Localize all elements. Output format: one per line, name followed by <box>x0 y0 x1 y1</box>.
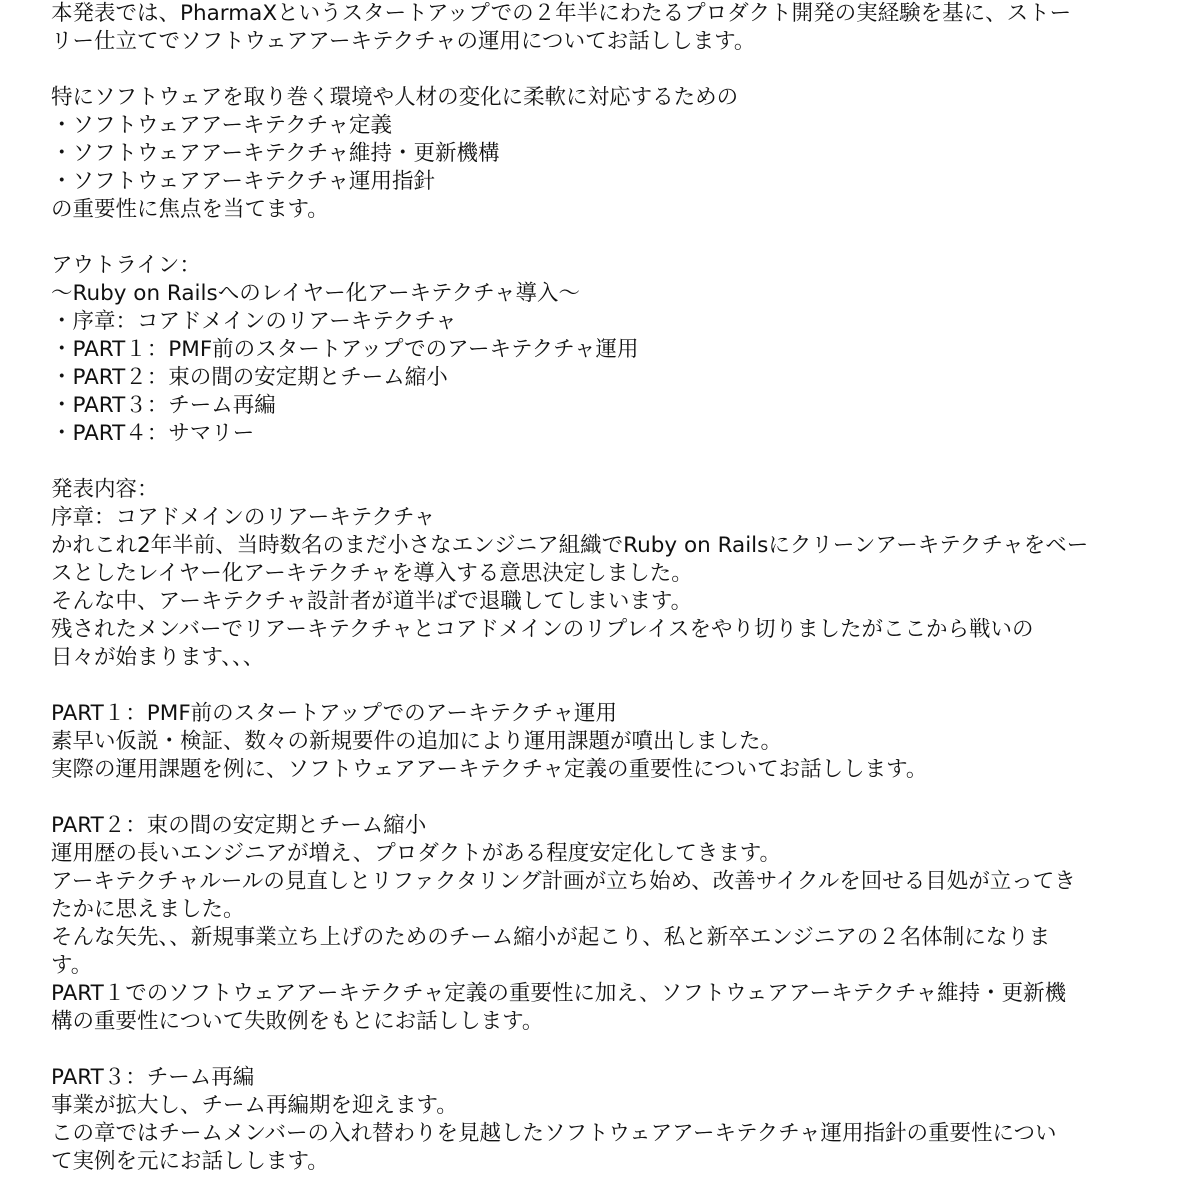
text-line: 素早い仮説・検証、数々の新規要件の追加により運用課題が噴出しました。 <box>51 729 783 754</box>
text-line: この章ではチームメンバーの入れ替わりを見越したソフトウェアアーキテクチャ運用指針の重要性につい <box>51 1121 1057 1146</box>
text-line: そんな中、アーキテクチャ設計者が道半ばで退職してしまいます。 <box>51 589 693 614</box>
text-line: 発表内容： <box>51 477 159 502</box>
text-line: ・序章：コアドメインのリアーキテクチャ <box>51 309 457 334</box>
text-line: ・PART１：PMF前のスタートアップでのアーキテクチャ運用 <box>51 337 639 362</box>
text-line: て実例を元にお話しします。 <box>51 1149 329 1174</box>
text-line: ・ソフトウェアアーキテクチャ定義 <box>51 113 392 138</box>
text-line: ・PART４：サマリー <box>51 421 255 446</box>
document-body <box>51 0 1161 1176</box>
blank-line <box>51 224 1161 252</box>
blank-line <box>51 784 1161 812</box>
text-line: PART２：束の間の安定期とチーム縮小 <box>51 813 427 838</box>
text-line: PART１でのソフトウェアアーキテクチャ定義の重要性に加え、ソフトウェアアーキテクチャ維持・更新機 <box>51 981 1067 1006</box>
text-line: 構の重要性について失敗例をもとにお話しします。 <box>51 1009 544 1034</box>
blank-line <box>51 56 1161 84</box>
text-line: アーキテクチャルールの見直しとリファクタリング計画が立ち始め、改善サイクルを回せる目処が立ってき <box>51 869 1076 894</box>
blank-line <box>51 672 1161 700</box>
blank-line <box>51 448 1161 476</box>
text-line: ・ソフトウェアアーキテクチャ運用指針 <box>51 169 435 194</box>
text-line: 残されたメンバーでリアーキテクチャとコアドメインのリプレイスをやり切りましたがここから戦いの <box>51 617 1034 642</box>
text-line: 日々が始まります、、、 <box>51 645 265 670</box>
blank-line <box>51 1036 1161 1064</box>
text-line: 実際の運用課題を例に、ソフトウェアアーキテクチャ定義の重要性についてお話しします。 <box>51 757 928 782</box>
text-line: そんな矢先、、新規事業立ち上げのためのチーム縮小が起こり、私と新卒エンジニアの２名体制になりま <box>51 925 1051 950</box>
text-line: 〜Ruby on Railsへのレイヤー化アーキテクチャ導入〜 <box>51 281 580 306</box>
text-line: の重要性に焦点を当てます。 <box>51 197 329 222</box>
text-line: アウトライン： <box>51 253 201 278</box>
text-line: たかに思えました。 <box>51 897 245 922</box>
text-line: 特にソフトウェアを取り巻く環境や人材の変化に柔軟に対応するための <box>51 85 739 110</box>
text-line: スとしたレイヤー化アーキテクチャを導入する意思決定しました。 <box>51 561 693 586</box>
text-line: ・PART２：束の間の安定期とチーム縮小 <box>51 365 448 390</box>
text-line: PART３：チーム再編 <box>51 1065 255 1090</box>
text-line: ・PART３：チーム再編 <box>51 393 276 418</box>
text-line: かれこれ2年半前、当時数名のまだ小さなエンジニア組織でRuby on Railsにクリーンアーキテクチャをベー <box>51 533 1089 558</box>
text-line: リー仕立てでソフトウェアアーキテクチャの運用についてお話しします。 <box>51 29 756 54</box>
text-line: 序章：コアドメインのリアーキテクチャ <box>51 505 436 530</box>
text-line: ・ソフトウェアアーキテクチャ維持・更新機構 <box>51 141 500 166</box>
text-line: す。 <box>51 953 93 978</box>
text-line: PART１：PMF前のスタートアップでのアーキテクチャ運用 <box>51 701 618 726</box>
text-line: 事業が拡大し、チーム再編期を迎えます。 <box>51 1093 458 1118</box>
text-line: 運用歴の長いエンジニアが増え、プロダクトがある程度安定化してきます。 <box>51 841 782 866</box>
text-line: 本発表では、PharmaXというスタートアップでの２年半にわたるプロダクト開発の実経験を基に、ストー <box>51 1 1072 26</box>
